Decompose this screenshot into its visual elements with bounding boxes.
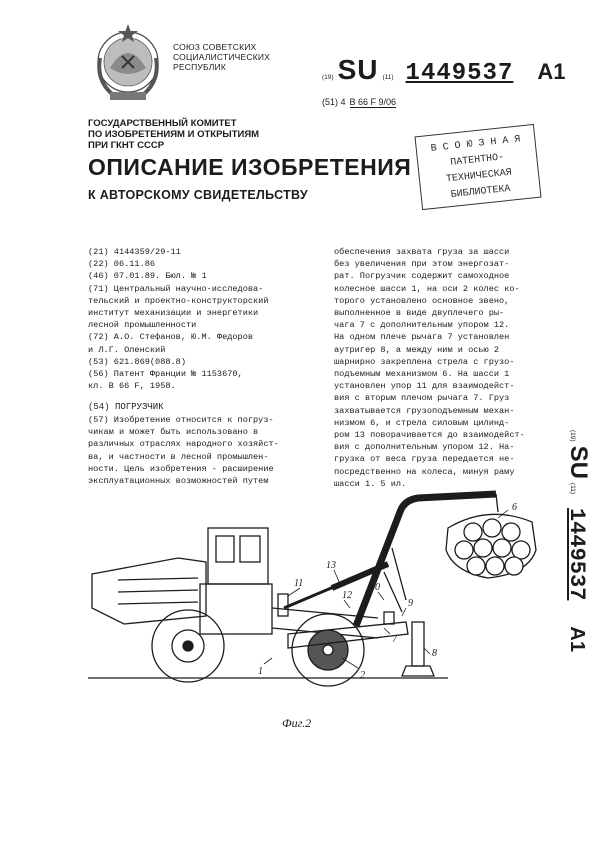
label-7: 7 bbox=[392, 634, 397, 645]
abstract-line: вия с вторым плечом рычага 7. Груз bbox=[334, 393, 510, 404]
label-1: 1 bbox=[258, 666, 263, 677]
abstract-line: рат. Погрузчик содержит самоходное bbox=[334, 271, 510, 282]
abstract-line: колесное шасси 1, на оси 2 колес ко- bbox=[334, 283, 520, 294]
biblio-line: (71) Центральный научно-исследова- bbox=[88, 283, 264, 294]
union-name bbox=[173, 42, 270, 72]
abstract-line: обеспечения захвата груза за шасси bbox=[334, 247, 510, 257]
ipc-tag: (51) 4 bbox=[322, 97, 346, 107]
abstract-line: чикам и может быть использовано в bbox=[88, 427, 259, 438]
abstract-line: низмом 6, и стрела силовым цилинд- bbox=[334, 417, 510, 428]
inid-11: (11) bbox=[382, 74, 394, 81]
label-9: 9 bbox=[408, 598, 413, 609]
abstract-line: чага 7 с дополнительным упором 12. bbox=[334, 320, 510, 331]
abstract-left-column bbox=[88, 414, 324, 487]
bibliographic-data bbox=[88, 246, 324, 392]
loader-drawing bbox=[88, 488, 558, 708]
patent-number: 1449537 bbox=[405, 60, 514, 87]
biblio-line: (53) 621.869(088.8) bbox=[88, 356, 186, 367]
stamp-line: В С О Ю З Н А Я bbox=[430, 134, 521, 155]
library-stamp bbox=[414, 124, 541, 210]
abstract-line: различных отраслях народного хозяйст- bbox=[88, 439, 279, 450]
document-title: ОПИСАНИЕ ИЗОБРЕТЕНИЯ bbox=[88, 154, 412, 180]
biblio-line: (22) 06.11.86 bbox=[88, 259, 156, 270]
ipc-class bbox=[322, 97, 396, 107]
label-8: 8 bbox=[432, 648, 437, 659]
abstract-line: ва, и частности в лесной промышлен- bbox=[88, 451, 269, 462]
ipc-value: B 66 F 9/06 bbox=[349, 97, 397, 107]
label-6: 6 bbox=[512, 502, 517, 513]
abstract-line: грузка от веса груза передается не- bbox=[334, 454, 515, 465]
document-subtitle: К АВТОРСКОМУ СВИДЕТЕЛЬСТВУ bbox=[88, 188, 308, 202]
abstract-line: посредственно на колеса, минуя раму bbox=[334, 466, 515, 477]
biblio-line: (72) А.О. Стефанов, Ю.М. Федоров bbox=[88, 332, 254, 343]
biblio-line: (56) Патент Франции № 1153670, bbox=[88, 369, 243, 380]
biblio-line: (46) 07.01.89. Бюл. № 1 bbox=[88, 271, 207, 282]
abstract-line: подъемным механизмом 6. На шасси 1 bbox=[334, 369, 510, 380]
biblio-line: кл. В 66 F, 1958. bbox=[88, 381, 176, 392]
stamp-line: ПАТЕНТНО-ТЕХНИЧЕСКАЯ bbox=[445, 152, 513, 186]
state-emblem bbox=[88, 18, 168, 108]
committee bbox=[88, 118, 259, 151]
biblio-line: (21) 4144359/29-11 bbox=[88, 247, 181, 257]
side-kind-code: A1 bbox=[566, 626, 588, 652]
abstract-line: ром 13 поворачивается до взаимодейст- bbox=[334, 430, 525, 441]
abstract-line: установлен упор 11 для взаимодейст- bbox=[334, 381, 515, 392]
label-2: 2 bbox=[360, 670, 365, 681]
side-inid-11: (11) bbox=[569, 482, 576, 494]
stamp-line: БИБЛИОТЕКА bbox=[450, 183, 512, 201]
abstract-line: эксплуатационных возможностей путем bbox=[88, 476, 269, 487]
biblio-line: тельский и проектно-конструкторский bbox=[88, 295, 269, 306]
committee-line: ГОСУДАРСТВЕННЫЙ КОМИТЕТ bbox=[88, 118, 237, 129]
committee-line: ПРИ ГКНТ СССР bbox=[88, 140, 165, 151]
biblio-line: лесной промышленности bbox=[88, 320, 197, 331]
patent-number-header bbox=[322, 54, 566, 87]
side-patent-number bbox=[560, 420, 600, 720]
abstract-line: На одном плече рычага 7 установлен bbox=[334, 332, 510, 343]
biblio-line: и Л.Г. Оленский bbox=[88, 344, 166, 355]
figure-caption: Фиг.2 bbox=[282, 716, 312, 730]
abstract-line: захватывается грузоподъемным механ- bbox=[334, 405, 515, 416]
label-12: 12 bbox=[342, 590, 352, 601]
abstract-line: ности. Цель изобретения - расширение bbox=[88, 463, 274, 474]
invention-title: (54) ПОГРУЗЧИК bbox=[88, 402, 164, 412]
union-line: СОЮЗ СОВЕТСКИХ bbox=[173, 42, 257, 52]
abstract-line: выполненное в виде двуплечего ры- bbox=[334, 308, 505, 319]
abstract-right-column bbox=[334, 246, 554, 490]
abstract-line: без увеличения при этом энергозат- bbox=[334, 259, 510, 270]
abstract-line: вия с дополнительным упором 12. На- bbox=[334, 442, 515, 453]
kind-code: A1 bbox=[537, 59, 566, 84]
side-country-code: SU bbox=[565, 445, 592, 479]
label-10: 10 bbox=[370, 582, 380, 593]
abstract-line: шарнирно закреплена стрела с грузо- bbox=[334, 356, 515, 367]
label-13: 13 bbox=[326, 560, 336, 571]
country-code: SU bbox=[337, 54, 379, 85]
abstract-line: торого установлено основное звено, bbox=[334, 295, 510, 306]
label-11: 11 bbox=[294, 578, 304, 589]
biblio-line: институт механизации и энергетики bbox=[88, 308, 259, 319]
side-patent-number-value: 1449537 bbox=[564, 507, 589, 601]
inid-19: (19) bbox=[322, 74, 334, 81]
committee-line: ПО ИЗОБРЕТЕНИЯМ И ОТКРЫТИЯМ bbox=[88, 129, 260, 140]
abstract-line: шасси 1. 5 ил. bbox=[334, 478, 407, 489]
union-line: СОЦИАЛИСТИЧЕСКИХ bbox=[173, 52, 271, 62]
abstract-line: (57) Изобретение относится к погруз- bbox=[88, 415, 274, 425]
union-line: РЕСПУБЛИК bbox=[173, 62, 227, 72]
abstract-line: аутригер 8, а между ним и осью 2 bbox=[334, 344, 500, 355]
side-inid-19: (19) bbox=[569, 430, 576, 442]
